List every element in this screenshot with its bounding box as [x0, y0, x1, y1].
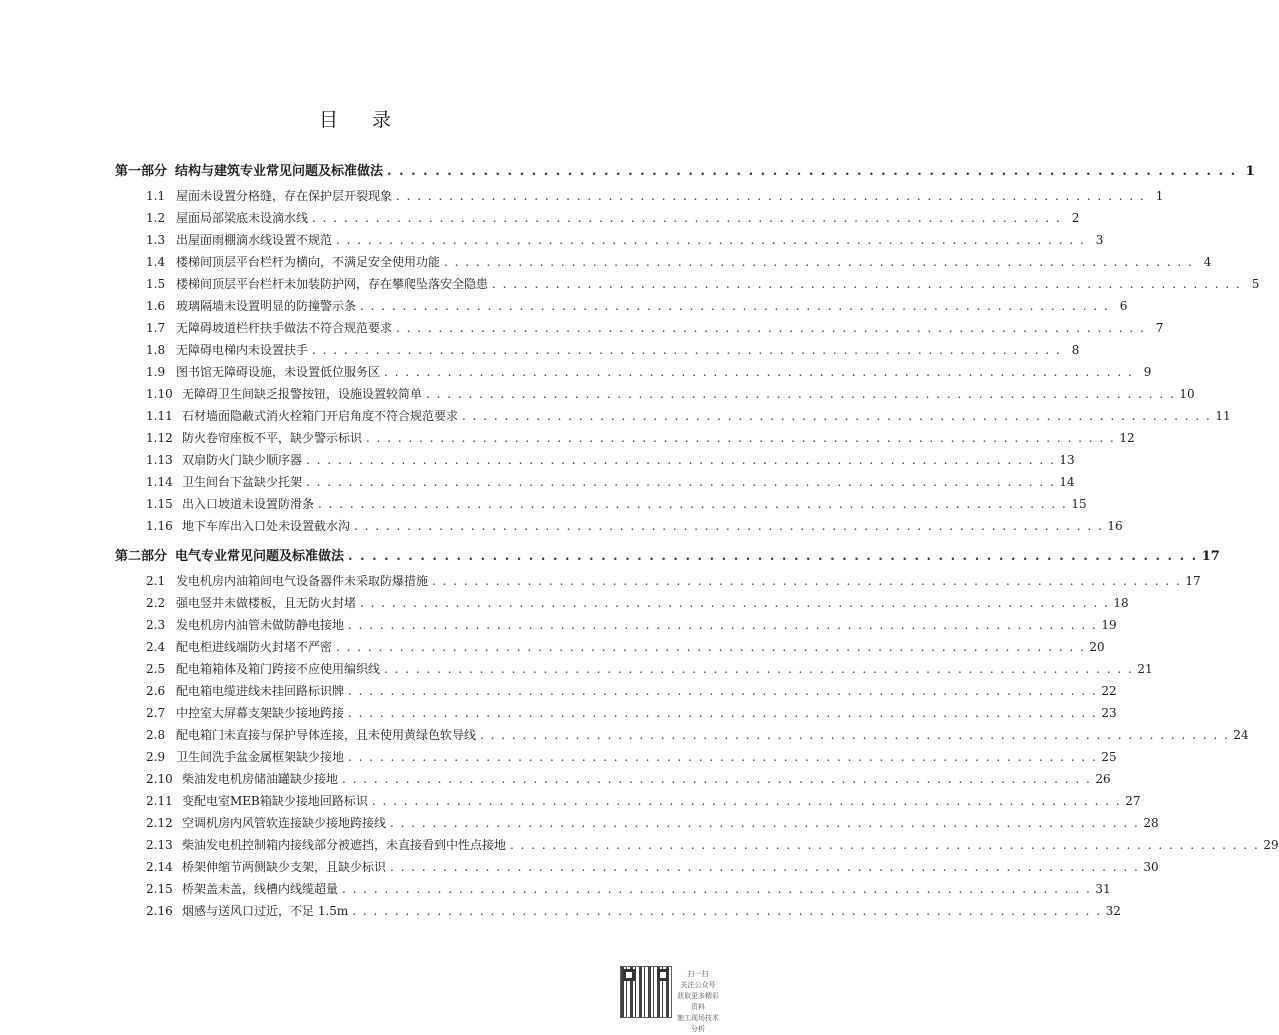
toc-leader-dots: . . . . . . . . . . . . . . . . . . . . . . . . . . . . . . . . . . . . . . . . . . . . . . . . . . . . . . . . . . . . . . . . . . . . . . .: [480, 728, 1230, 742]
toc-page-number: 1: [1245, 164, 1255, 179]
toc-entry[interactable]: [146, 275, 1260, 292]
toc-page-number: 23: [1101, 706, 1117, 720]
toc-entry[interactable]: [146, 231, 1104, 248]
toc-entry-number: 2.2: [146, 596, 166, 610]
toc-entry[interactable]: [146, 429, 1135, 446]
toc-page-number: 17: [1201, 549, 1220, 564]
toc-entry-title: 配电箱门未直接与保护导体连接，且未使用黄绿色软导线: [176, 728, 477, 742]
toc-page-number: 11: [1215, 409, 1231, 423]
toc-page-number: 19: [1101, 618, 1117, 632]
toc-entry-title: 出屋面雨棚滴水线设置不规范: [176, 233, 333, 247]
toc-entry[interactable]: [146, 792, 1141, 809]
toc-entry-number: 1.5: [146, 277, 166, 291]
toc-entry-number: 2.7: [146, 706, 166, 720]
toc-leader-dots: . . . . . . . . . . . . . . . . . . . . . . . . . . . . . . . . . . . . . . . . . . . . . . . . . . . . . . . . . . . . . . . . . . . . . . .: [366, 431, 1116, 445]
toc-page-number: 26: [1095, 772, 1111, 786]
page-title: 目 录: [318, 109, 406, 131]
toc-entry-number: 1.14: [146, 475, 173, 489]
toc-entry-number: 1.4: [146, 255, 166, 269]
toc-page-number: 14: [1059, 475, 1075, 489]
toc-entry-title: 空调机房内风管软连接缺少接地跨接线: [182, 816, 387, 830]
toc-entry[interactable]: [146, 836, 1279, 853]
toc-entry-number: 1.3: [146, 233, 166, 247]
toc-page-number: 27: [1125, 794, 1141, 808]
toc-page-number: 8: [1071, 343, 1080, 357]
toc-leader-dots: . . . . . . . . . . . . . . . . . . . . . . . . . . . . . . . . . . . . . . . . . . . . . . . . . . . . . . . . . . . . . . . . . . . . . . .: [348, 706, 1098, 720]
toc-entry-title: 强电竖井未做楼板，且无防火封堵: [176, 596, 357, 610]
toc-entry-number: 1.7: [146, 321, 166, 335]
toc-leader-dots: . . . . . . . . . . . . . . . . . . . . . . . . . . . . . . . . . . . . . . . . . . . . . . . . . . . . . . . . . . . . . . . . . . . . . . .: [342, 772, 1092, 786]
toc-leader-dots: . . . . . . . . . . . . . . . . . . . . . . . . . . . . . . . . . . . . . . . . . . . . . . . . . . . . . . . . . . . . . . . . . . . . . . .: [384, 662, 1134, 676]
toc-entry-number: 1.6: [146, 299, 166, 313]
toc-page-number: 9: [1143, 365, 1152, 379]
toc-entry-title: 防火卷帘座板不平，缺少警示标识: [182, 431, 363, 445]
toc-entry[interactable]: [146, 495, 1087, 512]
toc-entry[interactable]: [146, 748, 1117, 765]
toc-entry-title: 发电机房内油管未做防静电接地: [176, 618, 345, 632]
toc-entry[interactable]: [146, 319, 1164, 336]
toc-entry-title: 桥架盖未盖，线槽内线缆超量: [182, 882, 339, 896]
toc-entry[interactable]: [146, 814, 1159, 831]
toc-leader-dots: . . . . . . . . . . . . . . . . . . . . . . . . . . . . . . . . . . . . . . . . . . . . . . . . . . . . . . . . . . . . . . . . . . . . . . .: [396, 189, 1146, 203]
toc-entry-number: 1.1: [146, 189, 166, 203]
toc-entry[interactable]: [146, 572, 1201, 589]
toc-leader-dots: . . . . . . . . . . . . . . . . . . . . . . . . . . . . . . . . . . . . . . . . . . . . . . . . . . . . . . . . . . . . . . . . . . . . . . .: [348, 750, 1098, 764]
toc-entry-title: 石材墙面隐蔽式消火栓箱门开启角度不符合规范要求: [182, 409, 459, 423]
toc-entry-title: 屋面未设置分格缝，存在保护层开裂现象: [176, 189, 393, 203]
toc-page-number: 32: [1105, 904, 1121, 918]
toc-entry-title: 地下车库出入口处未设置截水沟: [182, 519, 351, 533]
toc-leader-dots: . . . . . . . . . . . . . . . . . . . . . . . . . . . . . . . . . . . . . . . . . . . . . . . . . . . . . . . . . . . . . . . . . . . . . . .: [348, 618, 1098, 632]
toc-leader-dots: . . . . . . . . . . . . . . . . . . . . . . . . . . . . . . . . . . . . . . . . . . . . . . . . . . . . . . . . . . . . . . . . . . . . . . .: [312, 343, 1062, 357]
toc-entry-number: 2.9: [146, 750, 166, 764]
toc-entry-number: 2.6: [146, 684, 166, 698]
toc-entry-number: 2.16: [146, 904, 173, 918]
toc-leader-dots: . . . . . . . . . . . . . . . . . . . . . . . . . . . . . . . . . . . . . . . . . . . . . . . . . . . . . . . . . . . . . . . . . . . . . . .: [426, 387, 1176, 401]
toc-entry-title: 玻璃隔墙未设置明显的防撞警示条: [176, 299, 357, 313]
toc-entry-number: 2.3: [146, 618, 166, 632]
toc-entry[interactable]: [146, 517, 1123, 534]
toc-entry-title: 配电柜进线端防火封堵不严密: [176, 640, 333, 654]
toc-entry-number: 1.15: [146, 497, 173, 511]
qr-caption-line: 获取更多精彩资料: [677, 992, 719, 1011]
toc-entry-title: 无障碍坡道栏杆扶手做法不符合规范要求: [176, 321, 393, 335]
toc-leader-dots: . . . . . . . . . . . . . . . . . . . . . . . . . . . . . . . . . . . . . . . . . . . . . . . . . . . . . . . . . . . . . . . . . . . . . . .: [390, 860, 1140, 874]
toc-entry[interactable]: [146, 363, 1152, 380]
toc-leader-dots: . . . . . . . . . . . . . . . . . . . . . . . . . . . . . . . . . . . . . . . . . . . . . . . . . . . . . . . . . . . . . . . . . . . . . . .: [360, 299, 1110, 313]
toc-leader-dots: . . . . . . . . . . . . . . . . . . . . . . . . . . . . . . . . . . . . . . . . . . . . . . . . . . . . . . . . . . . . . . . . . . . . . . .: [390, 816, 1140, 830]
toc-leader-dots: . . . . . . . . . . . . . . . . . . . . . . . . . . . . . . . . . . . . . . . . . . . . . . . . . . . . . . . . . . . . . . . . . . . . . . .: [336, 233, 1086, 247]
toc-page-number: 10: [1179, 387, 1195, 401]
toc-page-number: 18: [1113, 596, 1129, 610]
toc-entry-number: 2.14: [146, 860, 173, 874]
toc-entry-title: 桥架伸缩节两侧缺少支架，且缺少标识: [182, 860, 387, 874]
toc-entry-number: 2.15: [146, 882, 173, 896]
toc-page-number: 31: [1095, 882, 1111, 896]
toc-page-number: 22: [1101, 684, 1117, 698]
toc-page-number: 13: [1059, 453, 1075, 467]
toc-entry-number: 1.11: [146, 409, 173, 423]
toc-entry-number: 1.9: [146, 365, 166, 379]
toc-entry-number: 2.12: [146, 816, 173, 830]
toc-entry-number: 2.1: [146, 574, 166, 588]
toc-page-number: 7: [1155, 321, 1164, 335]
toc-entry[interactable]: [146, 451, 1075, 468]
toc-entry-title: 变配电室MEB箱缺少接地回路标识: [182, 794, 368, 808]
toc-entry[interactable]: [146, 880, 1111, 897]
toc-page-number: 15: [1071, 497, 1087, 511]
toc-entry-title: 无障碍电梯内未设置扶手: [176, 343, 309, 357]
toc-leader-dots: . . . . . . . . . . . . . . . . . . . . . . . . . . . . . . . . . . . . . . . . . . . . . . . . . . . . . . . . . . . . . . . . . . . . . . .: [352, 904, 1102, 918]
toc-entry[interactable]: [146, 407, 1231, 424]
toc-leader-dots: . . . . . . . . . . . . . . . . . . . . . . . . . . . . . . . . . . . . . . . . . . . . . . . . . . . . . . . . . . . . . . . . . . . . . . .: [348, 549, 1198, 564]
toc-page-number: 2: [1071, 211, 1080, 225]
toc-entry-title: 出入口坡道未设置防滑条: [182, 497, 315, 511]
toc-entry-title: 中控室大屏幕支架缺少接地跨接: [176, 706, 345, 720]
toc-leader-dots: . . . . . . . . . . . . . . . . . . . . . . . . . . . . . . . . . . . . . . . . . . . . . . . . . . . . . . . . . . . . . . . . . . . . . . .: [396, 321, 1146, 335]
toc-entry-number: 1.10: [146, 387, 173, 401]
toc-page-number: 6: [1119, 299, 1128, 313]
toc-part-heading[interactable]: [115, 160, 1255, 179]
toc-entry-number: 2.4: [146, 640, 166, 654]
toc-page-number: 30: [1143, 860, 1159, 874]
toc-entry[interactable]: [146, 660, 1153, 677]
toc-leader-dots: . . . . . . . . . . . . . . . . . . . . . . . . . . . . . . . . . . . . . . . . . . . . . . . . . . . . . . . . . . . . . . . . . . . . . . .: [462, 409, 1212, 423]
toc-page-number: 17: [1185, 574, 1201, 588]
toc-entry-title: 楼梯间顶层平台栏杆未加装防护网，存在攀爬坠落安全隐患: [176, 277, 489, 291]
toc-leader-dots: . . . . . . . . . . . . . . . . . . . . . . . . . . . . . . . . . . . . . . . . . . . . . . . . . . . . . . . . . . . . . . . . . . . . . . .: [312, 211, 1062, 225]
toc-entry[interactable]: [146, 858, 1159, 875]
toc-leader-dots: . . . . . . . . . . . . . . . . . . . . . . . . . . . . . . . . . . . . . . . . . . . . . . . . . . . . . . . . . . . . . . . . . . . . . . .: [306, 453, 1056, 467]
toc-entry[interactable]: [146, 902, 1121, 919]
toc-entry-number: 2.11: [146, 794, 173, 808]
toc-page-number: 21: [1137, 662, 1153, 676]
toc-page-number: 28: [1143, 816, 1159, 830]
toc-entry-title: 配电箱箱体及箱门跨接不应使用编织线: [176, 662, 381, 676]
toc-entry[interactable]: [146, 297, 1128, 314]
toc-page-number: 16: [1107, 519, 1123, 533]
toc-entry-number: 2.5: [146, 662, 166, 676]
toc-leader-dots: . . . . . . . . . . . . . . . . . . . . . . . . . . . . . . . . . . . . . . . . . . . . . . . . . . . . . . . . . . . . . . . . . . . . . . .: [387, 164, 1237, 179]
toc-page-number: 3: [1095, 233, 1104, 247]
toc-entry-title: 配电箱电缆进线未挂回路标识牌: [176, 684, 345, 698]
toc-entry-title: 屋面局部梁底未设滴水线: [176, 211, 309, 225]
toc-leader-dots: . . . . . . . . . . . . . . . . . . . . . . . . . . . . . . . . . . . . . . . . . . . . . . . . . . . . . . . . . . . . . . . . . . . . . . .: [384, 365, 1134, 379]
toc-page-number: 12: [1119, 431, 1135, 445]
toc-entry-number: 2.10: [146, 772, 173, 786]
toc-leader-dots: . . . . . . . . . . . . . . . . . . . . . . . . . . . . . . . . . . . . . . . . . . . . . . . . . . . . . . . . . . . . . . . . . . . . . . .: [371, 794, 1122, 808]
toc-entry-title: 柴油发电机房储油罐缺少接地: [182, 772, 339, 786]
toc-entry[interactable]: [146, 616, 1117, 633]
toc-part-label: 第二部分: [115, 549, 168, 564]
toc-page-number: 29: [1263, 838, 1279, 852]
toc-entry[interactable]: [146, 704, 1117, 721]
toc-page-number: 4: [1203, 255, 1212, 269]
toc-entry-number: 1.16: [146, 519, 173, 533]
toc-entry-title: 卫生间台下盆缺少托架: [182, 475, 303, 489]
toc-entry[interactable]: [146, 682, 1117, 699]
toc-entry-title: 双扇防火门缺少顺序器: [182, 453, 303, 467]
toc-entry-number: 2.13: [146, 838, 173, 852]
toc-entry[interactable]: [146, 594, 1129, 611]
toc-entry[interactable]: [146, 770, 1111, 787]
toc-leader-dots: . . . . . . . . . . . . . . . . . . . . . . . . . . . . . . . . . . . . . . . . . . . . . . . . . . . . . . . . . . . . . . . . . . . . . . .: [318, 497, 1068, 511]
toc-leader-dots: . . . . . . . . . . . . . . . . . . . . . . . . . . . . . . . . . . . . . . . . . . . . . . . . . . . . . . . . . . . . . . . . . . . . . . .: [342, 882, 1092, 896]
toc-leader-dots: . . . . . . . . . . . . . . . . . . . . . . . . . . . . . . . . . . . . . . . . . . . . . . . . . . . . . . . . . . . . . . . . . . . . . . .: [492, 277, 1242, 291]
toc-leader-dots: . . . . . . . . . . . . . . . . . . . . . . . . . . . . . . . . . . . . . . . . . . . . . . . . . . . . . . . . . . . . . . . . . . . . . . .: [306, 475, 1056, 489]
toc-leader-dots: . . . . . . . . . . . . . . . . . . . . . . . . . . . . . . . . . . . . . . . . . . . . . . . . . . . . . . . . . . . . . . . . . . . . . . .: [354, 519, 1104, 533]
toc-entry-title: 楼梯间顶层平台栏杆为横向，不满足安全使用功能: [176, 255, 441, 269]
toc-entry-number: 1.13: [146, 453, 173, 467]
toc-entry-number: 1.12: [146, 431, 173, 445]
qr-code-icon: [620, 966, 672, 1018]
toc-entry-number: 1.2: [146, 211, 166, 225]
qr-caption-line: 施工现场技术分析: [677, 1014, 719, 1033]
toc-entry[interactable]: [146, 341, 1080, 358]
toc-entry-title: 柴油发电机控制箱内接线部分被遮挡，未直接看到中性点接地: [182, 838, 507, 852]
qr-caption: [676, 969, 720, 1035]
toc-entry-number: 1.8: [146, 343, 166, 357]
toc-entry-title: 卫生间洗手盆金属框架缺少接地: [176, 750, 345, 764]
toc-entry[interactable]: [146, 187, 1164, 204]
toc-leader-dots: . . . . . . . . . . . . . . . . . . . . . . . . . . . . . . . . . . . . . . . . . . . . . . . . . . . . . . . . . . . . . . . . . . . . . . .: [348, 684, 1098, 698]
qr-caption-line: 关注公众号: [680, 981, 716, 989]
toc-leader-dots: . . . . . . . . . . . . . . . . . . . . . . . . . . . . . . . . . . . . . . . . . . . . . . . . . . . . . . . . . . . . . . . . . . . . . . .: [432, 574, 1182, 588]
toc-page-number: 24: [1233, 728, 1249, 742]
toc-entry[interactable]: [146, 385, 1195, 402]
toc-entry-number: 2.8: [146, 728, 166, 742]
toc-entry[interactable]: [146, 726, 1249, 743]
toc-leader-dots: . . . . . . . . . . . . . . . . . . . . . . . . . . . . . . . . . . . . . . . . . . . . . . . . . . . . . . . . . . . . . . . . . . . . . . .: [510, 838, 1260, 852]
toc-entry[interactable]: [146, 473, 1075, 490]
toc-part-title: 电气专业常见问题及标准做法: [175, 549, 345, 564]
toc-part-label: 第一部分: [115, 164, 168, 179]
toc-entry-title: 图书馆无障碍设施，未设置低位服务区: [176, 365, 381, 379]
toc-leader-dots: . . . . . . . . . . . . . . . . . . . . . . . . . . . . . . . . . . . . . . . . . . . . . . . . . . . . . . . . . . . . . . . . . . . . . . .: [360, 596, 1110, 610]
toc-page-number: 20: [1089, 640, 1105, 654]
toc-leader-dots: . . . . . . . . . . . . . . . . . . . . . . . . . . . . . . . . . . . . . . . . . . . . . . . . . . . . . . . . . . . . . . . . . . . . . . .: [444, 255, 1194, 269]
toc-entry-title: 发电机房内油箱间电气设备器件未采取防爆措施: [176, 574, 429, 588]
toc-page-number: 25: [1101, 750, 1117, 764]
toc-entry[interactable]: [146, 253, 1212, 270]
toc-entry-title: 无障碍卫生间缺乏报警按钮，设施设置较简单: [182, 387, 423, 401]
toc-entry[interactable]: [146, 638, 1105, 655]
toc-entry[interactable]: [146, 209, 1080, 226]
toc-leader-dots: . . . . . . . . . . . . . . . . . . . . . . . . . . . . . . . . . . . . . . . . . . . . . . . . . . . . . . . . . . . . . . . . . . . . . . .: [336, 640, 1086, 654]
toc-entry-title: 烟感与送风口过近，不足 1.5m: [182, 904, 349, 918]
toc-part-heading[interactable]: [115, 545, 1220, 564]
qr-caption-line: 扫一扫: [687, 970, 709, 978]
toc-part-title: 结构与建筑专业常见问题及标准做法: [175, 164, 384, 179]
toc-page-number: 5: [1251, 277, 1260, 291]
toc-page-number: 1: [1155, 189, 1164, 203]
